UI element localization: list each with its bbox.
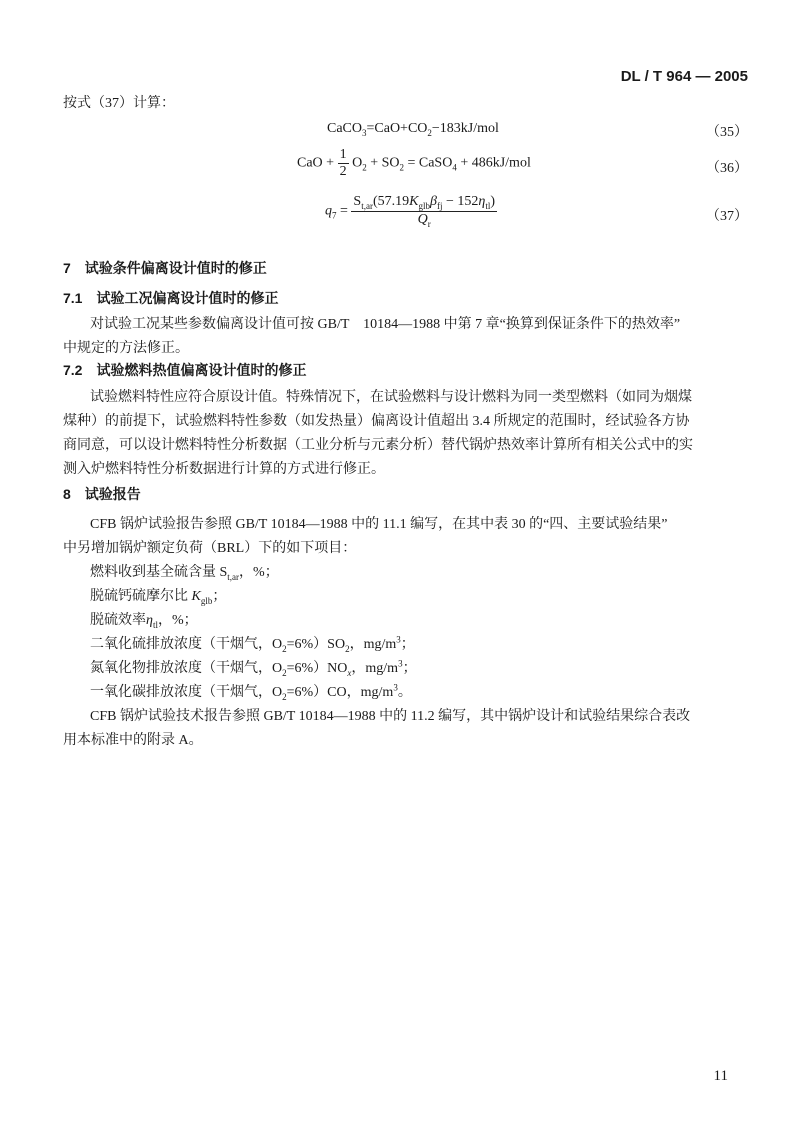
equation-36: CaO + $\frac{1}{2}$ $O_2 + SO_2$ = CaSO$_4$ + 486kJ/mol (297, 147, 531, 179)
paragraph-line: 商同意，可以设计燃料特性分析数据（工业分析与元素分析）替代锅炉热效率计算所有相关公式中的实 (63, 438, 693, 453)
section-7-heading: 7 试验条件偏离设计值时的修正 (63, 260, 267, 276)
section-8-heading: 8 试验报告 (63, 486, 141, 502)
equation-36-label: （36） (706, 161, 748, 176)
equation-35-label: （35） (706, 125, 748, 140)
paragraph-line: 对试验工况某些参数偏离设计值可按 GB/T 10184—1988 中第 7 章“换算到保证条件下的热效率” (90, 317, 681, 332)
equation-35: $CaCO_3=CaO+CO_2-183kJ$/mol (327, 121, 499, 138)
paragraph-line: 测入炉燃料特性分析数据进行计算的方式进行修正。 (63, 462, 385, 477)
section-7-1-heading: 7.1 试验工况偏离设计值时的修正 (63, 290, 279, 306)
report-item: 脱硫效率$\eta_{tl}$，%； (90, 613, 198, 630)
paragraph-line: 中另增加锅炉额定负荷（BRL）下的如下项目： (63, 541, 357, 556)
equation-37-label: （37） (706, 209, 748, 224)
document-code-header: DL / T 964 — 2005 (620, 68, 748, 85)
section-7-2-heading: 7.2 试验燃料热值偏离设计值时的修正 (63, 362, 307, 378)
paragraph-line: 试验燃料特性应符合原设计值。特殊情况下，在试验燃料与设计燃料为同一类型燃料（如同为烟煤 (90, 390, 692, 405)
equation-37: $q_7$ = $\frac{S_{t,ar}(57.19K_{glb}\beta_{fj} - 152\eta_{tl})}{Q_r}$ (325, 194, 496, 229)
paragraph-line: 煤种）的前提下，试验燃料特性参数（如发热量）偏离设计值超出 3.4 所规定的范围时，经试验各方协 (63, 414, 690, 429)
report-item: 二氧化硫排放浓度（干烟气，$O_2=6\%)SO_2$，$mg/m^3$； (90, 634, 415, 654)
report-item: 一氧化碳排放浓度（干烟气，$O_2=6\%)CO$，$mg/m^3$。 (90, 682, 412, 702)
paragraph-line: 中规定的方法修正。 (63, 341, 189, 356)
report-item: 脱硫钙硫摩尔比 $K_{glb}$； (90, 589, 227, 606)
paragraph-line: 用本标准中的附录 A。 (63, 733, 203, 748)
intro-text: 按式（37）计算： (63, 96, 175, 111)
page-number: 11 (713, 1068, 728, 1084)
report-item: 氮氧化物排放浓度（干烟气，$O_2=6\%)NO_x$，$mg/m^3$； (90, 658, 417, 678)
paragraph-line: CFB 锅炉试验报告参照 GB/T 10184—1988 中的 11.1 编写，在其中表 30 的“四、主要试验结果” (90, 517, 668, 532)
report-item: 燃料收到基全硫含量 $S_{t,ar}$，%； (90, 565, 279, 582)
paragraph-line: CFB 锅炉试验技术报告参照 GB/T 10184—1988 中的 11.2 编写，其中锅炉设计和试验结果综合表改 (90, 709, 691, 724)
